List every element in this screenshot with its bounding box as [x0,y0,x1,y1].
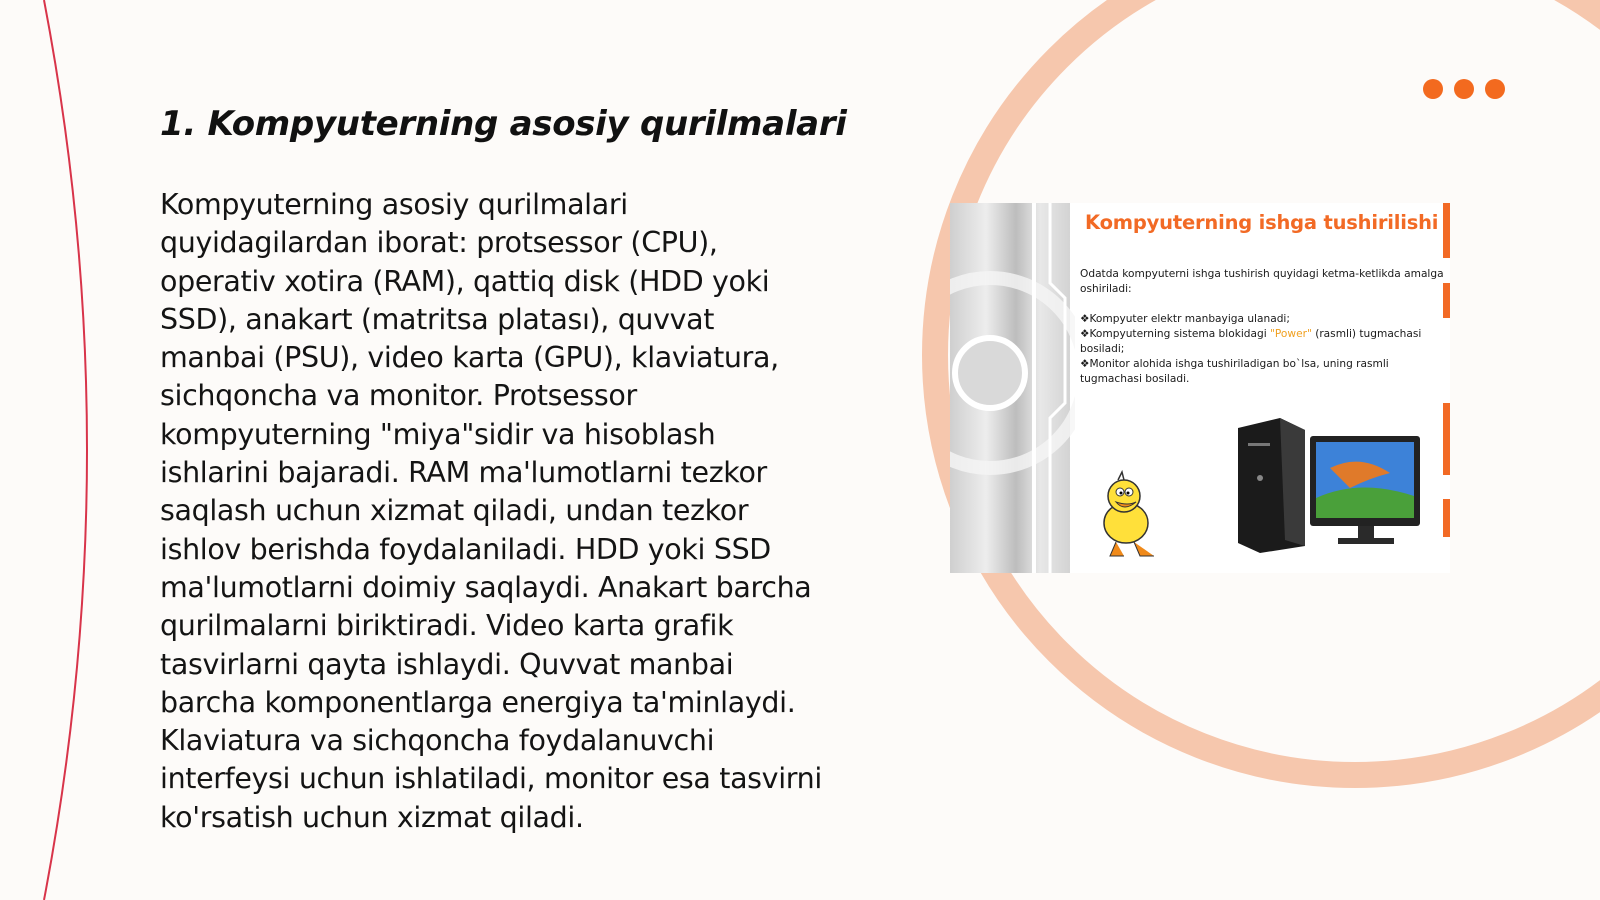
slide-title: 1. Kompyuterning asosiy qurilmalari [160,104,847,144]
computer-icon [1230,418,1430,558]
left-curve-line [44,0,87,900]
dot-icon [1423,79,1443,99]
disc-shapes [950,203,1075,573]
accent-bar [1443,283,1450,318]
dot-icon [1454,79,1474,99]
image-bullet: ❖Monitor alohida ishga tushiriladigan bo`lsa, uning rasmli tugmachasi bosiladi. [1080,358,1389,385]
power-word: "Power" [1270,328,1312,340]
image-text [1080,267,1450,387]
bullet-text: (rasmli) tugmachasi bosiladi; [1080,328,1422,355]
image-title: Kompyuterning ishga tushirilishi [1085,211,1439,234]
accent-bar [1443,499,1450,537]
image-intro: Odatda kompyuterni ishga tushirish quyidagi ketma-ketlikda amalga oshiriladi: [1080,268,1444,295]
accent-bar [1443,403,1450,475]
image-bullet [1080,327,1450,357]
slide-body-text: Kompyuterning asosiy qurilmalari quyidagilardan iborat: protsessor (CPU), operativ xotira (RAM), qattiq disk (HDD yoki SSD), anakart (matritsa platası), quvvat manbai (PSU), video karta (GPU), klaviatura, sichqoncha va monitor. Protsessor kompyuterning "miya"sidir va hisoblash ishlarini bajaradi. RAM ma'lumotlarni tezkor saqlash uchun xizmat qiladi, undan tezkor ishlov berishda foydalaniladi. HDD yoki SSD ma'lumotlarni doimiy saqlaydi. Anakart barcha qurilmalarni biriktiradi. Video karta grafik tasvirlarni qayta ishlaydi. Quvvat manbai barcha komponentlarga energiya ta'minlaydi. Klaviatura va sichqoncha foydalanuvchi interfeysi uchun ishlatiladi, monitor esa tasvirni ko'rsatish uchun xizmat qiladi. [160,188,822,834]
duck-cartoon-icon [1088,468,1168,563]
menu-dots [1423,79,1505,99]
accent-bar [1443,203,1450,258]
image-bullets [1080,312,1450,387]
image-bullet: ❖Kompyuter elektr manbayiga ulanadi; [1080,313,1290,325]
dot-icon [1485,79,1505,99]
embedded-slide-image [950,203,1450,573]
bullet-text: ❖Kompyuterning sistema blokidagi [1080,328,1271,340]
